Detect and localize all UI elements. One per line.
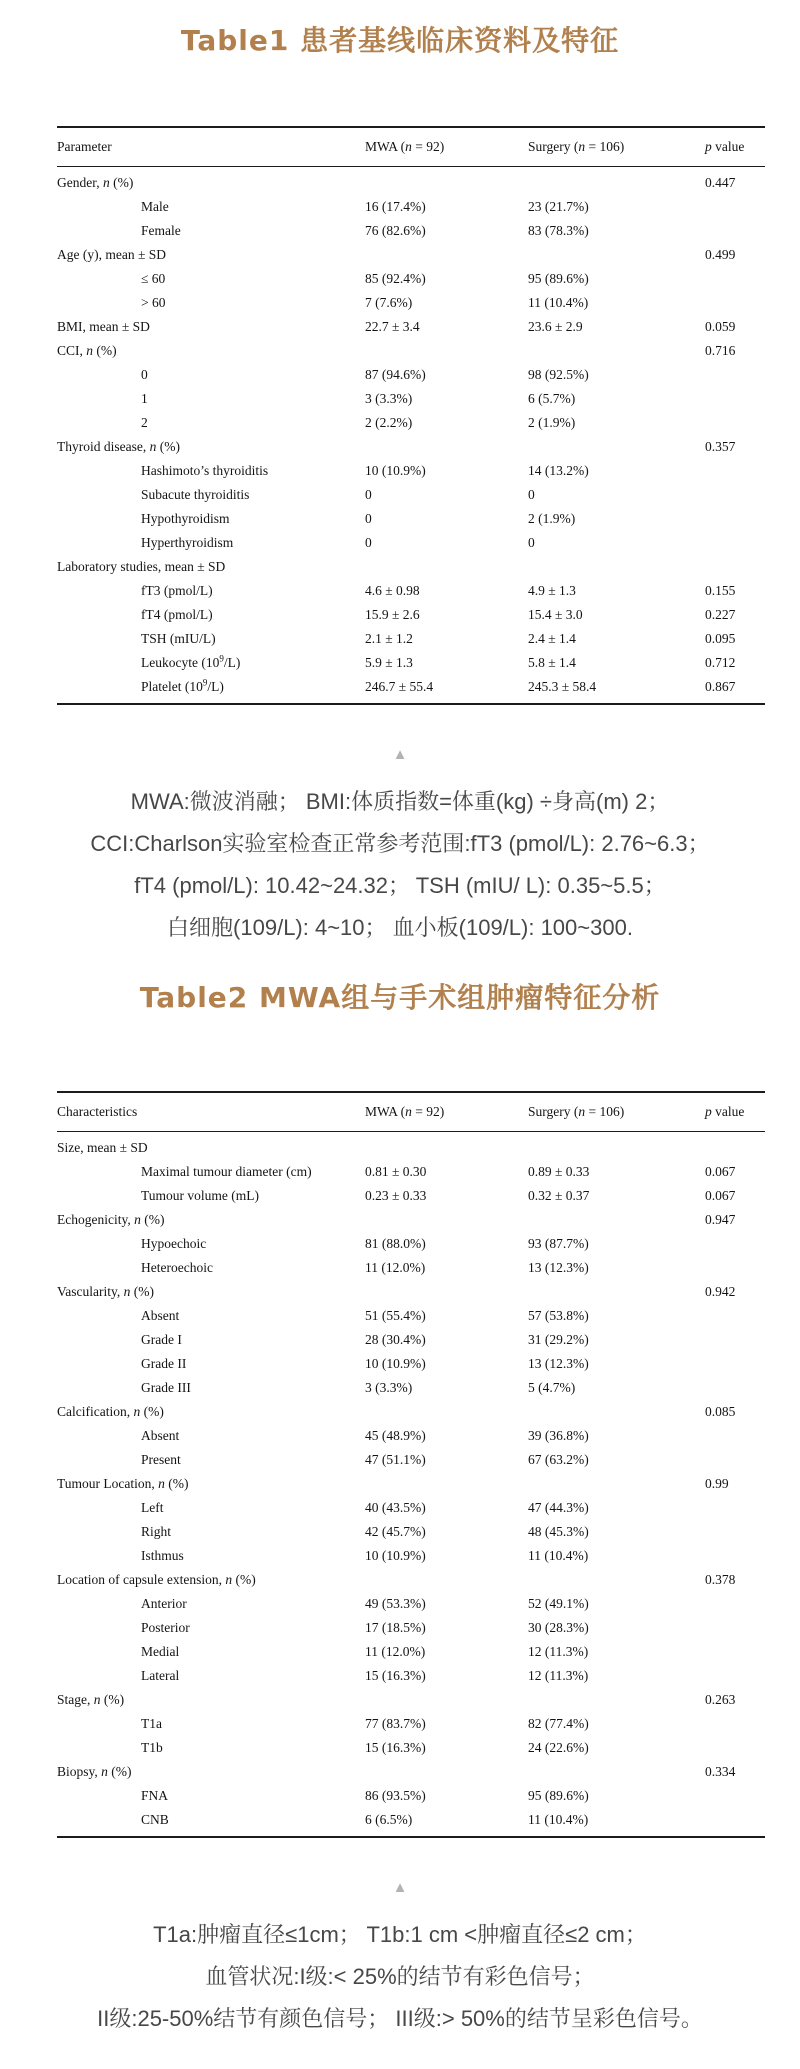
table-row — [57, 675, 765, 699]
p-value: 0.155 — [705, 583, 736, 598]
surgery-value: 95 (89.6%) — [528, 1788, 589, 1803]
table-row — [57, 627, 765, 651]
row-label: Echogenicity, n (%) — [57, 1212, 165, 1227]
row-label: Platelet $(10^9/L)$ — [141, 677, 224, 694]
row-label: Stage, n (%) — [57, 1692, 125, 1707]
surgery-value: 2 (1.9%) — [528, 415, 576, 430]
table-row — [57, 171, 765, 195]
surgery-value: 95 (89.6%) — [528, 271, 589, 286]
table-row — [57, 219, 765, 243]
mwa-value: 5.9 ± 1.3 — [365, 655, 413, 670]
row-label: 2 — [141, 415, 148, 430]
p-value: 0.059 — [705, 319, 736, 334]
table-row — [57, 507, 765, 531]
table-row — [57, 1448, 765, 1472]
mwa-value: 17 (18.5%) — [365, 1620, 426, 1635]
row-label: Grade I — [141, 1332, 182, 1347]
table-row — [57, 1544, 765, 1568]
row-label: Gender, n (%) — [57, 175, 134, 190]
row-label: Lateral — [141, 1668, 180, 1683]
table-row — [57, 1592, 765, 1616]
table-row — [57, 1784, 765, 1808]
table1-header — [57, 128, 765, 167]
row-label: Grade III — [141, 1380, 191, 1395]
table-row — [57, 243, 765, 267]
mwa-value: 15 (16.3%) — [365, 1668, 426, 1683]
mwa-value: 2.1 ± 1.2 — [365, 631, 413, 646]
mwa-value: 246.7 ± 55.4 — [365, 679, 434, 694]
p-value: 0.095 — [705, 631, 736, 646]
p-value: 0.867 — [705, 679, 736, 694]
surgery-value: 82 (77.4%) — [528, 1716, 589, 1731]
row-label: CNB — [141, 1812, 169, 1827]
table-row — [57, 1400, 765, 1424]
note-line: CCI:Charlson实验室检查正常参考范围:fT3 (pmol/L): 2.76~6.3； — [90, 831, 710, 856]
row-label: Tumour volume (mL) — [141, 1188, 259, 1203]
mwa-value: 16 (17.4%) — [365, 199, 426, 214]
header-mwa: MWA (n = 92) — [365, 1104, 445, 1119]
row-label: Leukocyte $(10^9/L)$ — [141, 653, 241, 670]
table-row — [57, 1304, 765, 1328]
table-row — [57, 387, 765, 411]
table-row — [57, 1424, 765, 1448]
surgery-value: 6 (5.7%) — [528, 391, 576, 406]
p-value: 0.085 — [705, 1404, 736, 1419]
header-surgery: Surgery (n = 106) — [528, 1104, 625, 1119]
surgery-value: 12 (11.3%) — [528, 1644, 589, 1659]
table-row — [57, 267, 765, 291]
surgery-value: 245.3 ± 58.4 — [528, 679, 597, 694]
row-label: fT4 (pmol/L) — [141, 607, 213, 622]
p-value: 0.499 — [705, 247, 736, 262]
mwa-value: 11 (12.0%) — [365, 1260, 426, 1275]
p-value: 0.334 — [705, 1764, 736, 1779]
table2 — [57, 1091, 765, 1838]
surgery-value: 13 (12.3%) — [528, 1260, 589, 1275]
row-label: Absent — [141, 1428, 180, 1443]
table-row — [57, 651, 765, 675]
row-label: ≤ 60 — [141, 271, 166, 286]
table-row — [57, 1160, 765, 1184]
table-row — [57, 1472, 765, 1496]
mwa-value: 42 (45.7%) — [365, 1524, 426, 1539]
table-row — [57, 1136, 765, 1160]
surgery-value: 12 (11.3%) — [528, 1668, 589, 1683]
surgery-value: 23 (21.7%) — [528, 199, 589, 214]
table-row — [57, 195, 765, 219]
mwa-value: 86 (93.5%) — [365, 1788, 426, 1803]
surgery-value: 52 (49.1%) — [528, 1596, 589, 1611]
mwa-value: 40 (43.5%) — [365, 1500, 426, 1515]
surgery-value: 47 (44.3%) — [528, 1500, 589, 1515]
p-value: 0.716 — [705, 343, 736, 358]
surgery-value: 2.4 ± 1.4 — [528, 631, 576, 646]
table1-title: Table1 患者基线临床资料及特征 — [180, 24, 620, 57]
header-pvalue: p value — [705, 139, 745, 154]
table-row — [57, 1280, 765, 1304]
row-label: Grade II — [141, 1356, 187, 1371]
table-row — [57, 1664, 765, 1688]
table-row — [57, 1184, 765, 1208]
surgery-value: 14 (13.2%) — [528, 463, 589, 478]
table-row — [57, 1568, 765, 1592]
p-value: 0.263 — [705, 1692, 736, 1707]
row-label: Isthmus — [141, 1548, 184, 1563]
mwa-value: 2 (2.2%) — [365, 415, 413, 430]
row-label: Location of capsule extension, n (%) — [57, 1572, 256, 1587]
note-line: 白细胞(109/L): 4~10； 血小板(109/L): 100~300. — [167, 915, 633, 940]
mwa-value: 0 — [365, 511, 372, 526]
note-line: MWA:微波消融； BMI:体质指数=体重(kg) ÷身高(m) 2； — [130, 789, 670, 814]
mwa-value: 4.6 ± 0.98 — [365, 583, 420, 598]
row-label: Medial — [141, 1644, 180, 1659]
mwa-value: 22.7 ± 3.4 — [365, 319, 420, 334]
surgery-value: 83 (78.3%) — [528, 223, 589, 238]
mwa-value: 49 (53.3%) — [365, 1596, 426, 1611]
mwa-value: 0.81 ± 0.30 — [365, 1164, 427, 1179]
note-line: II级:25-50%结节有颜色信号； III级:> 50%的结节呈彩色信号。 — [97, 2006, 703, 2031]
mwa-value: 10 (10.9%) — [365, 463, 426, 478]
row-label: Laboratory studies, mean ± SD — [57, 559, 226, 574]
table2-footnote — [0, 1914, 800, 2040]
surgery-value: 2 (1.9%) — [528, 511, 576, 526]
mwa-value: 85 (92.4%) — [365, 271, 426, 286]
mwa-value: 3 (3.3%) — [365, 1380, 413, 1395]
mwa-value: 45 (48.9%) — [365, 1428, 426, 1443]
row-label: CCI, n (%) — [57, 343, 117, 358]
p-value: 0.067 — [705, 1188, 736, 1203]
mwa-value: 3 (3.3%) — [365, 391, 413, 406]
mwa-value: 28 (30.4%) — [365, 1332, 426, 1347]
table-row — [57, 1232, 765, 1256]
row-label: Thyroid disease, n (%) — [57, 439, 180, 454]
collapse-arrow-icon: ▲ — [392, 746, 408, 763]
row-label: Absent — [141, 1308, 180, 1323]
row-label: T1a — [141, 1716, 162, 1731]
table-row — [57, 555, 765, 579]
surgery-value: 39 (36.8%) — [528, 1428, 589, 1443]
row-label: Tumour Location, n (%) — [57, 1476, 189, 1491]
row-label: Biopsy, n (%) — [57, 1764, 132, 1779]
surgery-value: 0 — [528, 535, 535, 550]
mwa-value: 81 (88.0%) — [365, 1236, 426, 1251]
table2-body — [57, 1132, 765, 1836]
row-label: Hypothyroidism — [141, 511, 230, 526]
table-row — [57, 435, 765, 459]
mwa-value: 15.9 ± 2.6 — [365, 607, 420, 622]
surgery-value: 31 (29.2%) — [528, 1332, 589, 1347]
note-line: T1a:肿瘤直径≤1cm； T1b:1 cm <肿瘤直径≤2 cm； — [153, 1922, 647, 1947]
surgery-value: 4.9 ± 1.3 — [528, 583, 576, 598]
table-row — [57, 1520, 765, 1544]
p-value: 0.712 — [705, 655, 736, 670]
mwa-value: 7 (7.6%) — [365, 295, 413, 310]
surgery-value: 23.6 ± 2.9 — [528, 319, 583, 334]
surgery-value: 98 (92.5%) — [528, 367, 589, 382]
row-label: Posterior — [141, 1620, 190, 1635]
row-label: fT3 (pmol/L) — [141, 583, 213, 598]
table1-footnote — [0, 781, 800, 949]
mwa-value: 0 — [365, 535, 372, 550]
table-row — [57, 1712, 765, 1736]
p-value: 0.378 — [705, 1572, 736, 1587]
surgery-value: 67 (63.2%) — [528, 1452, 589, 1467]
surgery-value: 57 (53.8%) — [528, 1308, 589, 1323]
table-row — [57, 483, 765, 507]
surgery-value: 5.8 ± 1.4 — [528, 655, 576, 670]
mwa-value: 11 (12.0%) — [365, 1644, 426, 1659]
row-label: Left — [141, 1500, 164, 1515]
table-row — [57, 363, 765, 387]
row-label: Anterior — [141, 1596, 187, 1611]
table-row — [57, 315, 765, 339]
surgery-value: 5 (4.7%) — [528, 1380, 576, 1395]
mwa-value: 10 (10.9%) — [365, 1356, 426, 1371]
row-label: Calcification, n (%) — [57, 1404, 164, 1419]
table-row — [57, 339, 765, 363]
table-row — [57, 459, 765, 483]
p-value: 0.947 — [705, 1212, 736, 1227]
row-label: Maximal tumour diameter (cm) — [141, 1164, 312, 1179]
p-value: 0.447 — [705, 175, 736, 190]
table-row — [57, 579, 765, 603]
surgery-value: 24 (22.6%) — [528, 1740, 589, 1755]
row-label: Vascularity, n (%) — [57, 1284, 154, 1299]
surgery-value: 11 (10.4%) — [528, 1548, 589, 1563]
mwa-value: 6 (6.5%) — [365, 1812, 413, 1827]
table1-body — [57, 167, 765, 703]
table-row — [57, 1736, 765, 1760]
row-label: BMI, mean ± SD — [57, 319, 150, 334]
table-row — [57, 603, 765, 627]
note-line: 血管状况:I级:< 25%的结节有彩色信号； — [205, 1964, 595, 1989]
row-label: Subacute thyroiditis — [141, 487, 250, 502]
table-row — [57, 1760, 765, 1784]
mwa-value: 47 (51.1%) — [365, 1452, 426, 1467]
header-characteristics: Characteristics — [57, 1104, 138, 1119]
surgery-value: 0 — [528, 487, 535, 502]
surgery-value: 13 (12.3%) — [528, 1356, 589, 1371]
row-label: Male — [141, 199, 169, 214]
p-value: 0.99 — [705, 1476, 729, 1491]
p-value: 0.067 — [705, 1164, 736, 1179]
row-label: FNA — [141, 1788, 169, 1803]
p-value: 0.227 — [705, 607, 736, 622]
row-label: Age (y), mean ± SD — [57, 247, 167, 262]
table-row — [57, 1256, 765, 1280]
table-row — [57, 1688, 765, 1712]
table1 — [57, 126, 765, 705]
collapse-arrow-icon: ▲ — [392, 1879, 408, 1896]
header-parameter: Parameter — [57, 139, 112, 154]
row-label: Hyperthyroidism — [141, 535, 234, 550]
row-label: > 60 — [141, 295, 166, 310]
table-row — [57, 1376, 765, 1400]
p-value: 0.357 — [705, 439, 736, 454]
row-label: Female — [141, 223, 181, 238]
row-label: 0 — [141, 367, 148, 382]
header-pvalue: p value — [705, 1104, 745, 1119]
table-row — [57, 1328, 765, 1352]
mwa-value: 51 (55.4%) — [365, 1308, 426, 1323]
surgery-value: 93 (87.7%) — [528, 1236, 589, 1251]
row-label: TSH (mIU/L) — [141, 631, 216, 646]
header-surgery: Surgery (n = 106) — [528, 139, 625, 154]
row-label: Size, mean ± SD — [57, 1140, 148, 1155]
row-label: Right — [141, 1524, 172, 1539]
row-label: Hashimoto’s thyroiditis — [141, 463, 269, 478]
surgery-value: 0.89 ± 0.33 — [528, 1164, 590, 1179]
mwa-value: 0 — [365, 487, 372, 502]
surgery-value: 11 (10.4%) — [528, 295, 589, 310]
mwa-value: 76 (82.6%) — [365, 223, 426, 238]
surgery-value: 11 (10.4%) — [528, 1812, 589, 1827]
surgery-value: 30 (28.3%) — [528, 1620, 589, 1635]
table-row — [57, 1352, 765, 1376]
table-row — [57, 291, 765, 315]
mwa-value: 87 (94.6%) — [365, 367, 426, 382]
mwa-value: 0.23 ± 0.33 — [365, 1188, 427, 1203]
row-label: 1 — [141, 391, 148, 406]
table-row — [57, 411, 765, 435]
table-row — [57, 1808, 765, 1832]
mwa-value: 77 (83.7%) — [365, 1716, 426, 1731]
row-label: Present — [141, 1452, 181, 1467]
table-row — [57, 1208, 765, 1232]
table-row — [57, 531, 765, 555]
row-label: Heteroechoic — [141, 1260, 213, 1275]
p-value: 0.942 — [705, 1284, 736, 1299]
surgery-value: 48 (45.3%) — [528, 1524, 589, 1539]
row-label: T1b — [141, 1740, 163, 1755]
mwa-value: 15 (16.3%) — [365, 1740, 426, 1755]
row-label: Hypoechoic — [141, 1236, 207, 1251]
table-row — [57, 1616, 765, 1640]
mwa-value: 10 (10.9%) — [365, 1548, 426, 1563]
note-line: fT4 (pmol/L): 10.42~24.32； TSH (mIU/ L): 0.35~5.5； — [134, 873, 666, 898]
surgery-value: 0.32 ± 0.37 — [528, 1188, 590, 1203]
table-row — [57, 1496, 765, 1520]
table-row — [57, 1640, 765, 1664]
table2-header — [57, 1093, 765, 1132]
surgery-value: 15.4 ± 3.0 — [528, 607, 583, 622]
table2-title: Table2 MWA组与手术组肿瘤特征分析 — [139, 981, 661, 1014]
header-mwa: MWA (n = 92) — [365, 139, 445, 154]
